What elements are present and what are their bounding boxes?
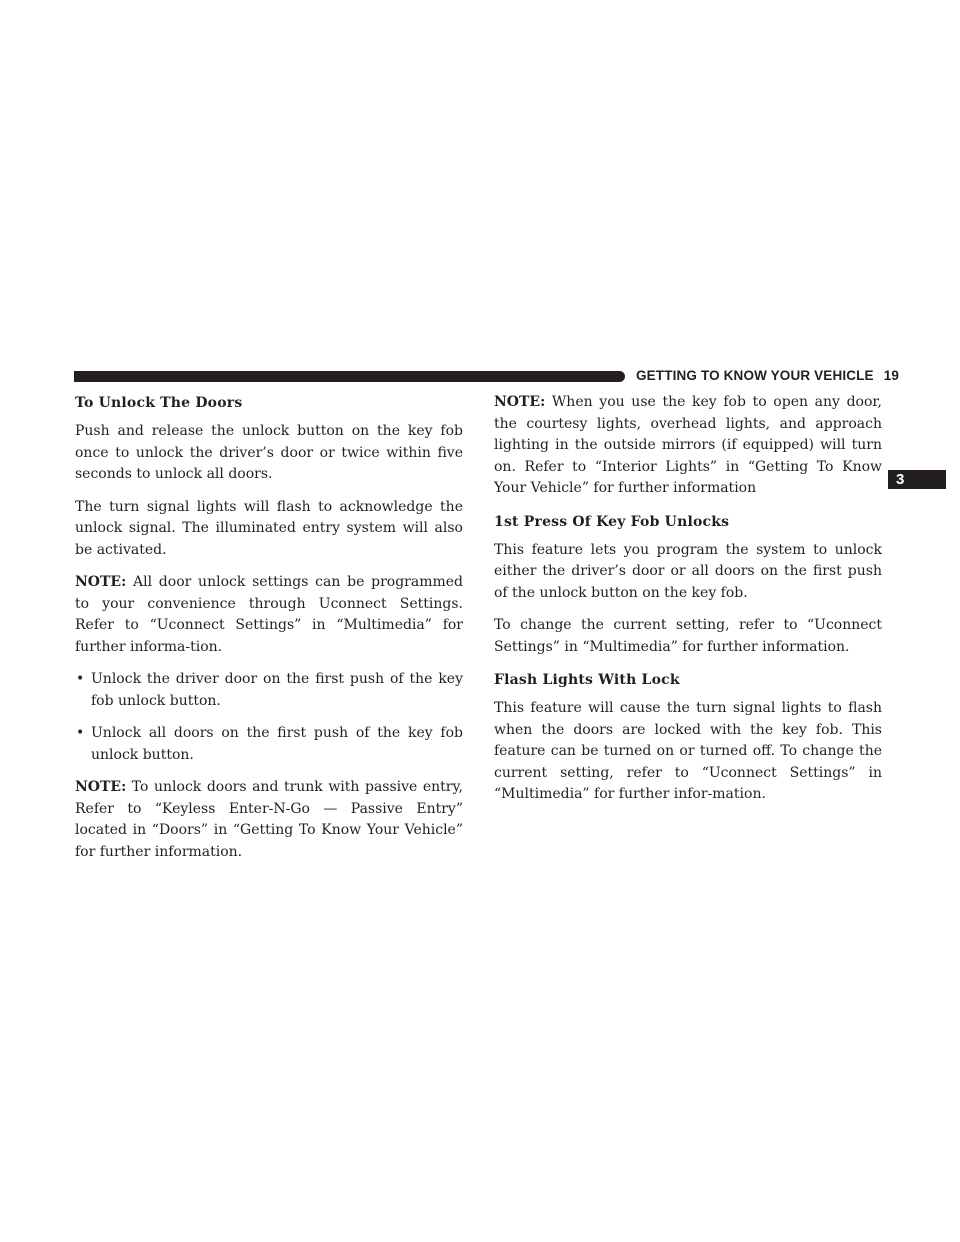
paragraph-change-setting: To change the current setting, refer to “Uconnect Settings” in “Multimedia” for further information. — [494, 617, 882, 655]
heading-flash-lights: Flash Lights With Lock — [494, 672, 680, 688]
heading-first-press: 1st Press Of Key Fob Unlocks — [494, 513, 730, 530]
heading-unlock-doors: To Unlock The Doors — [75, 395, 243, 411]
list-item — [75, 669, 463, 712]
chapter-tab[interactable]: 3 — [888, 470, 946, 489]
note-label: NOTE: — [494, 394, 546, 410]
paragraph-flash-lights: This feature will cause the turn signal lights to flash when the doors are locked with the key fob. This feature can be turned on or turned off. To change the current setting, refer to “Uconnect Settings” in “Multimedia” for further infor-mation. — [494, 700, 882, 802]
note-courtesy-lights — [494, 392, 882, 500]
note-passive-entry — [75, 777, 463, 863]
page-number: 19 — [883, 368, 900, 383]
header-rule — [74, 371, 625, 382]
paragraph-turn-signal: The turn signal lights will flash to acknowledge the unlock signal. The illuminated entry system will also be activated. — [75, 498, 463, 558]
paragraph-first-press: This feature lets you program the system to unlock either the driver’s door or all doors on the first push of the unlock button on the key fob. — [494, 541, 882, 601]
bullet-glyph: • — [76, 671, 85, 687]
note-text: To unlock doors and trunk with passive entry, Refer to “Keyless Enter-N-Go — Passive Entry” located in “Doors” in “Getting To Know Your Vehicle” for further information. — [75, 779, 463, 860]
section-title: GETTING TO KNOW YOUR VEHICLE — [636, 368, 874, 383]
note-label: NOTE: — [75, 779, 127, 795]
note-text: All door unlock settings can be programmed to your convenience through Uconnect Settings. Refer to “Uconnect Settings” in “Multimedia” for further informa-tion. — [75, 574, 463, 655]
list-item-text: Unlock all doors on the first push of the key fob unlock button. — [91, 725, 463, 763]
bullet-list — [75, 669, 463, 766]
left-column — [75, 392, 463, 874]
running-header — [636, 368, 899, 383]
note-text: When you use the key fob to open any door, the courtesy lights, overhead lights, and approach lighting in the outside mirrors (if equipped) will turn on. Refer to “Interior Lights” in “Getting To Know Your Vehicle” for further information — [494, 394, 882, 496]
bullet-glyph: • — [76, 725, 85, 741]
note-unlock-settings — [75, 572, 463, 658]
note-label: NOTE: — [75, 574, 127, 590]
paragraph-unlock-push: Push and release the unlock button on the key fob once to unlock the driver’s door or twice within five seconds to unlock all doors. — [75, 423, 463, 482]
list-item — [75, 723, 463, 766]
list-item-text: Unlock the driver door on the first push of the key fob unlock button. — [91, 671, 463, 709]
right-column — [494, 392, 882, 817]
